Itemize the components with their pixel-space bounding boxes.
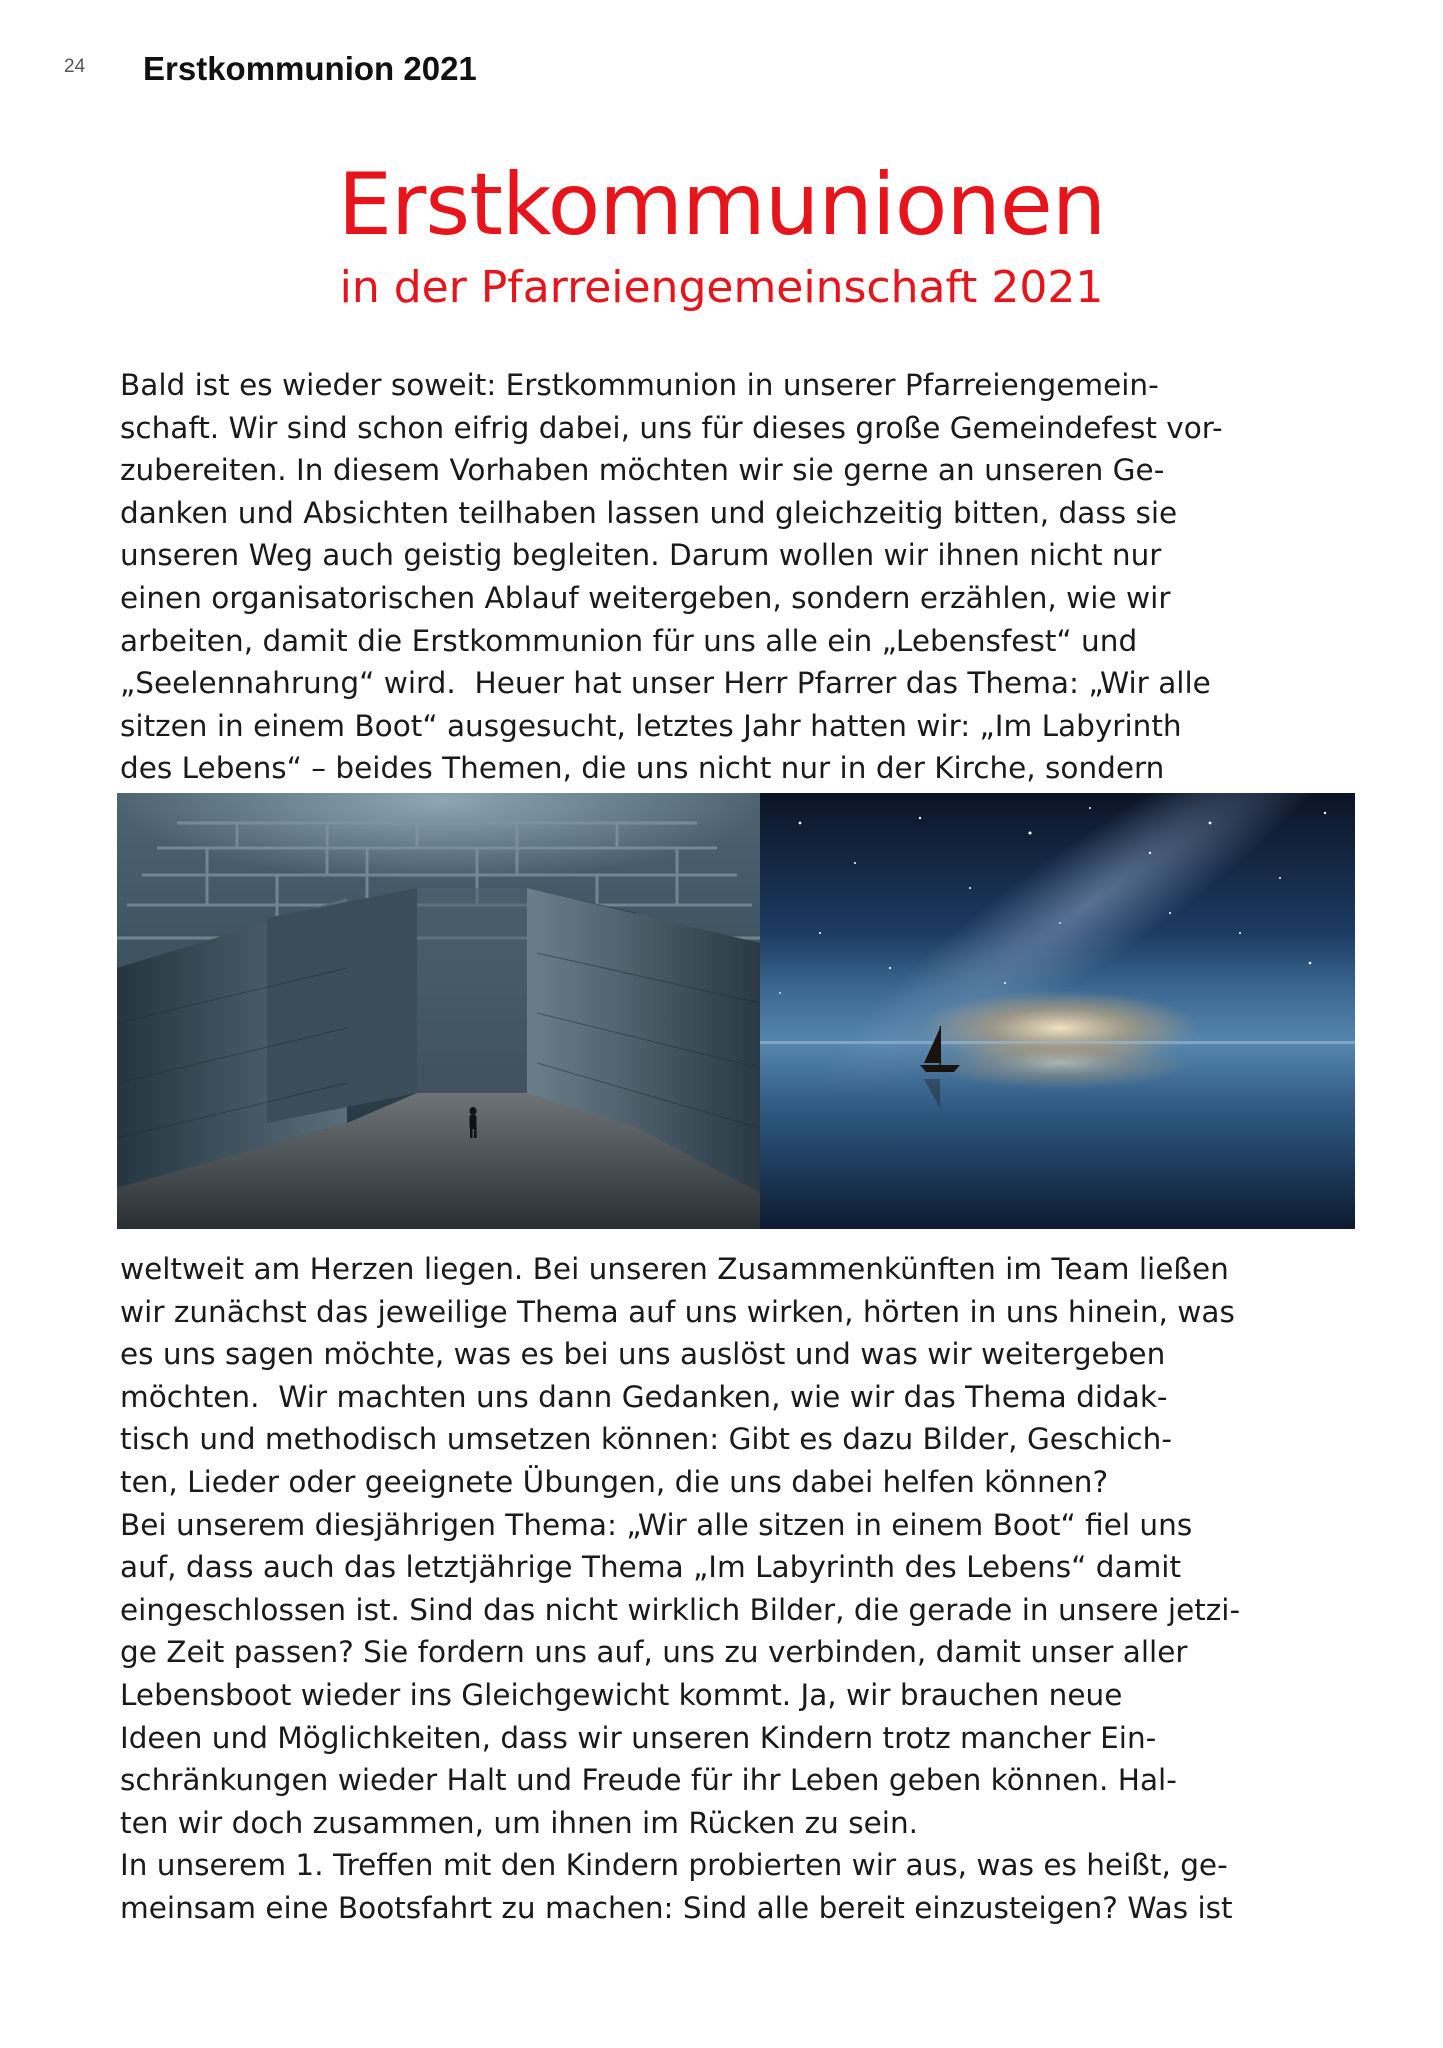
- text-line: unseren Weg auch geistig begleiten. Darum wollen wir ihnen nicht nur: [120, 538, 1162, 573]
- text-line: Lebensboot wieder ins Gleichgewicht kommt. Ja, wir brauchen neue: [120, 1677, 1123, 1712]
- article-title: Erstkommunionen: [337, 155, 1106, 255]
- text-line: ten, Lieder oder geeignete Übungen, die uns dabei helfen können?: [120, 1464, 1109, 1499]
- page-number: 24: [64, 56, 86, 77]
- text-line: Bei unserem diesjährigen Thema: „Wir alle sitzen in einem Boot“ fiel uns: [120, 1507, 1193, 1542]
- text-line: „Seelennahrung“ wird. Heuer hat unser Herr Pfarrer das Thema: „Wir alle: [120, 666, 1211, 701]
- labyrinth-photo: [117, 793, 760, 1229]
- text-line: Ideen und Möglichkeiten, dass wir unseren Kindern trotz mancher Ein-: [120, 1720, 1157, 1755]
- text-line: danken und Absichten teilhaben lassen und gleichzeitig bitten, dass sie: [120, 495, 1178, 530]
- text-line: einen organisatorischen Ablauf weitergeben, sondern erzählen, wie wir: [120, 580, 1171, 615]
- text-line: schaft. Wir sind schon eifrig dabei, uns für dieses große Gemeindefest vor-: [120, 410, 1223, 445]
- text-line: arbeiten, damit die Erstkommunion für uns alle ein „Lebensfest“ und: [120, 623, 1138, 658]
- text-block-continued: [120, 1248, 1240, 1930]
- text-line: sitzen in einem Boot“ ausgesucht, letztes Jahr hatten wir: „Im Labyrinth: [120, 708, 1182, 743]
- text-line: ge Zeit passen? Sie fordern uns auf, uns zu verbinden, damit unser aller: [120, 1635, 1188, 1670]
- running-header: Erstkommunion 2021: [143, 50, 477, 87]
- text-line: In unserem 1. Treffen mit den Kindern probierten wir aus, was es heißt, ge-: [120, 1848, 1228, 1883]
- text-line: weltweit am Herzen liegen. Bei unseren Zusammenkünften im Team ließen: [120, 1252, 1229, 1286]
- text-line: des Lebens“ – beides Themen, die uns nicht nur in der Kirche, sondern: [120, 751, 1165, 786]
- text-line: meinsam eine Bootsfahrt zu machen: Sind alle bereit einzusteigen? Was ist: [120, 1890, 1233, 1925]
- text-block-intro: [120, 364, 1223, 790]
- text-line: eingeschlossen ist. Sind das nicht wirklich Bilder, die gerade in unsere jetzi-: [120, 1592, 1241, 1627]
- text-line: möchten. Wir machten uns dann Gedanken, wie wir das Thema didak-: [120, 1379, 1168, 1414]
- text-line: Bald ist es wieder soweit: Erstkommunion in unserer Pfarreiengemein-: [120, 368, 1159, 402]
- text-line: auf, dass auch das letztjährige Thema „Im Labyrinth des Lebens“ damit: [120, 1550, 1182, 1585]
- text-line: zubereiten. In diesem Vorhaben möchten wir sie gerne an unseren Ge-: [120, 453, 1165, 488]
- text-line: schränkungen wieder Halt und Freude für ihr Leben geben können. Hal-: [120, 1763, 1177, 1798]
- text-line: ten wir doch zusammen, um ihnen im Rücken zu sein.: [120, 1805, 919, 1840]
- sailboat-night-sea-photo: [760, 793, 1355, 1229]
- article-subtitle: in der Pfarreiengemeinschaft 2021: [339, 262, 1104, 313]
- text-line: tisch und methodisch umsetzen können: Gibt es dazu Bilder, Geschich-: [120, 1422, 1172, 1457]
- text-line: es uns sagen möchte, was es bei uns auslöst und was wir weitergeben: [120, 1337, 1166, 1372]
- text-line: wir zunächst das jeweilige Thema auf uns wirken, hörten in uns hinein, was: [120, 1294, 1235, 1329]
